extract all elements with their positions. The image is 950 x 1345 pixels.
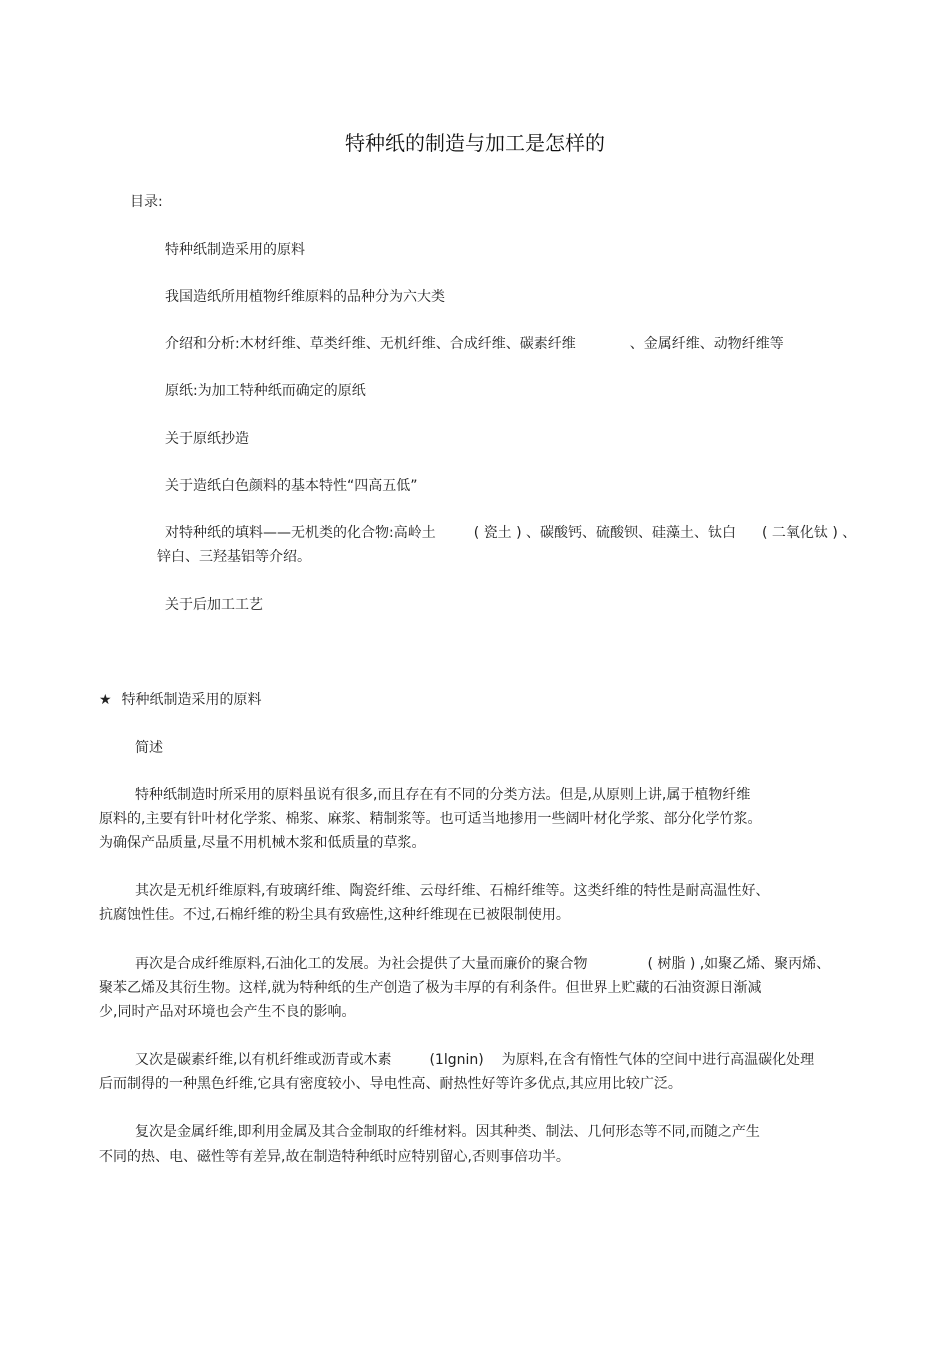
toc-item-fiber-analysis[interactable] [165,334,784,354]
paragraph-4-line-1-part3: 为原料,在含有惰性气体的空间中进行高温碳化处理 [501,1052,815,1068]
toc-item-fillers-continued[interactable]: 锌白、三羟基铝等介绍。 [157,549,311,565]
paragraph-5-line-2: 不同的热、电、磁性等有差异,故在制造特种纸时应特别留心,否则事倍功半。 [99,1149,570,1165]
paragraph-4-line-2: 后而制得的一种黑色纤维,它具有密度较小、导电性高、耐热性好等许多优点,其应用比较广泛。 [99,1076,682,1092]
paragraph-2-line-1: 其次是无机纤维原料,有玻璃纤维、陶瓷纤维、云母纤维、石棉纤维等。这类纤维的特性是耐高温性好、 [135,883,770,899]
toc-item-plant-fiber-categories[interactable]: 我国造纸所用植物纤维原料的品种分为六大类 [165,289,445,305]
toc-item-raw-materials[interactable]: 特种纸制造采用的原料 [165,242,305,258]
toc-item-fillers-part1: 对特种纸的填料——无机类的化合物:高岭土 [165,525,436,541]
paragraph-3-line-1-part2: ( 树脂 ) ,如聚乙烯、聚丙烯、 [647,956,831,972]
paragraph-3-line-1-part1: 再次是合成纤维原料,石油化工的发展。为社会提供了大量而廉价的聚合物 [135,956,588,972]
toc-item-base-paper[interactable]: 原纸:为加工特种纸而确定的原纸 [165,383,366,399]
paragraph-3-line-2: 聚苯乙烯及其衍生物。这样,就为特种纸的生产创造了极为丰厚的有利条件。但世界上贮藏的石油资源日渐减 [99,980,762,996]
section-subheading: 简述 [135,740,163,756]
paragraph-4-line-1-part2: (1lgnin) [429,1052,484,1068]
page-title: 特种纸的制造与加工是怎样的 [345,131,605,155]
toc-item-fiber-analysis-part2: 、金属纤维、动物纤维等 [629,336,784,352]
paragraph-4-line-1-part1: 又次是碳素纤维,以有机纤维或沥青或木素 [135,1052,392,1068]
section-heading-text: 特种纸制造采用的原料 [121,692,262,708]
toc-item-fillers-part2: ( 瓷土 ) 、碳酸钙、硫酸钡、硅藻土、钛白 [473,525,736,541]
paragraph-1-line-2: 原料的,主要有针叶材化学浆、棉浆、麻浆、精制浆等。也可适当地掺用一些阔叶材化学浆、部分化学竹浆。 [99,811,762,827]
toc-item-fillers-part3: ( 二氧化钛 ) 、 [762,525,857,541]
paragraph-4-line-1 [135,1050,814,1070]
toc-item-base-paper-making[interactable]: 关于原纸抄造 [165,431,249,447]
paragraph-2-line-2: 抗腐蚀性佳。不过,石棉纤维的粉尘具有致癌性,这种纤维现在已被限制使用。 [99,907,570,923]
paragraph-1-line-3: 为确保产品质量,尽量不用机械木浆和低质量的草浆。 [99,835,426,851]
paragraph-1-line-1: 特种纸制造时所采用的原料虽说有很多,而且存在有不同的分类方法。但是,从原则上讲,属于植物纤维 [135,787,751,803]
paragraph-3-line-1 [135,954,830,974]
toc-label: 目录: [130,194,163,210]
section-heading [99,690,262,710]
toc-item-post-processing[interactable]: 关于后加工工艺 [165,597,263,613]
paragraph-3-line-3: 少,同时产品对环境也会产生不良的影响。 [99,1004,356,1020]
paragraph-5-line-1: 复次是金属纤维,即利用金属及其合金制取的纤维材料。因其种类、制法、几何形态等不同,而随之产生 [135,1124,760,1140]
toc-item-white-pigment[interactable]: 关于造纸白色颜料的基本特性“四高五低” [165,478,418,494]
toc-item-fillers[interactable] [165,523,856,543]
star-icon: ★ [99,692,112,708]
toc-item-fiber-analysis-part1: 介绍和分析:木材纤维、草类纤维、无机纤维、合成纤维、碳素纤维 [165,336,576,352]
